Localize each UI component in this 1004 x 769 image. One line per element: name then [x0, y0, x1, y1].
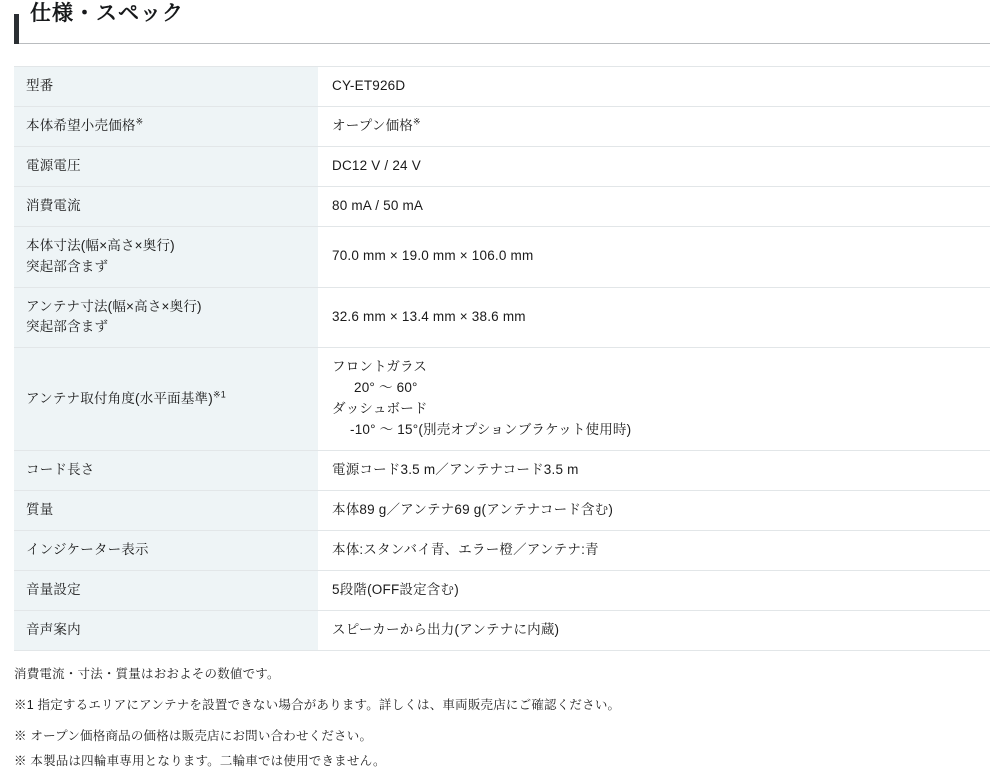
spec-value-cell: [318, 348, 990, 451]
spec-label-cell: [14, 530, 318, 570]
header-accent-bar: [14, 14, 19, 44]
spec-label-cell: [14, 226, 318, 287]
page-title: 仕様・スペック: [30, 2, 184, 25]
spec-label-cell: [14, 610, 318, 650]
page-header: [14, 0, 990, 44]
spec-value-cell: [318, 146, 990, 186]
spec-label-cell: [14, 348, 318, 451]
spec-value: 80 mA / 50 mA: [332, 197, 424, 213]
spec-value-superscript: ※: [413, 116, 421, 127]
table-row: [14, 186, 990, 226]
spec-label: 本体寸法(幅×高さ×奥行): [26, 237, 175, 253]
specification-table-body: [14, 67, 990, 651]
table-row: [14, 530, 990, 570]
table-row: [14, 610, 990, 650]
spec-value: 5段階(OFF設定含む): [332, 581, 459, 597]
spec-label-superscript: ※1: [212, 389, 226, 400]
spec-label: アンテナ寸法(幅×高さ×奥行): [26, 298, 202, 314]
spec-label-cell: [14, 106, 318, 146]
spec-label: インジケーター表示: [26, 541, 149, 557]
spec-label-superscript: ※: [135, 116, 144, 127]
spec-label: 本体希望小売価格: [26, 117, 136, 133]
spec-label: コード長さ: [26, 462, 95, 478]
footnote: 消費電流・寸法・質量はおおよその数値です。: [14, 666, 280, 681]
specification-table: [14, 66, 990, 651]
table-row: [14, 67, 990, 107]
table-row: [14, 570, 990, 610]
spec-label: 音量設定: [26, 581, 81, 597]
spec-value-cell: [318, 610, 990, 650]
spec-label-cell: [14, 570, 318, 610]
spec-value-cell: [318, 226, 990, 287]
spec-label: 消費電流: [26, 197, 81, 213]
spec-value: DC12 V / 24 V: [332, 157, 421, 173]
footnote: ※1 指定するエリアにアンテナを設置できない場合があります。詳しくは、車両販売店にご確認ください。: [14, 697, 621, 712]
spec-label-cell: [14, 146, 318, 186]
spec-value-cell: [318, 106, 990, 146]
spec-label-cell: [14, 186, 318, 226]
spec-label-note: 突起部含まず: [26, 258, 109, 274]
spec-value-line: 20° 〜 60°: [354, 380, 418, 396]
spec-value-cell: [318, 287, 990, 348]
spec-value: 32.6 mm × 13.4 mm × 38.6 mm: [332, 308, 526, 324]
spec-value-line: フロントガラス: [332, 359, 428, 375]
spec-value-line: ダッシュボード: [332, 401, 428, 417]
spec-value-cell: [318, 186, 990, 226]
spec-label-cell: [14, 451, 318, 491]
spec-value: 本体89 g／アンテナ69 g(アンテナコード含む): [332, 501, 614, 517]
spec-value-cell: [318, 451, 990, 491]
spec-label: 型番: [26, 78, 54, 93]
spec-value: 電源コード3.5 m／アンテナコード3.5 m: [332, 462, 579, 478]
spec-label-cell: [14, 287, 318, 348]
spec-label-cell: [14, 67, 318, 107]
spec-label: アンテナ取付角度(水平面基準): [26, 390, 213, 406]
spec-value: 本体:スタンバイ青、エラー橙／アンテナ:青: [332, 541, 599, 557]
spec-value: オープン価格: [332, 117, 413, 133]
table-row: [14, 226, 990, 287]
spec-label: 音声案内: [26, 621, 81, 637]
spec-value: 70.0 mm × 19.0 mm × 106.0 mm: [332, 248, 534, 264]
table-row: [14, 146, 990, 186]
table-row: [14, 287, 990, 348]
footnote: ※ 本製品は四輪車専用となります。二輪車では使用できません。: [14, 753, 386, 768]
spec-label-note: 突起部含まず: [26, 319, 109, 335]
spec-label: 質量: [26, 501, 54, 517]
spec-label: 電源電圧: [26, 157, 81, 173]
table-row: [14, 451, 990, 491]
spec-label-cell: [14, 490, 318, 530]
spec-value-cell: [318, 570, 990, 610]
spec-value-cell: [318, 490, 990, 530]
table-row: [14, 106, 990, 146]
spec-value: スピーカーから出力(アンテナに内蔵): [332, 621, 560, 637]
spec-value-cell: [318, 530, 990, 570]
footnotes: [14, 667, 990, 769]
table-row: [14, 490, 990, 530]
table-row: [14, 348, 990, 451]
footnote: ※ オープン価格商品の価格は販売店にお問い合わせください。: [14, 728, 373, 743]
spec-value-cell: [318, 67, 990, 107]
spec-value: CY-ET926D: [332, 78, 406, 93]
spec-value-line: -10° 〜 15°(別売オプションブラケット使用時): [350, 422, 632, 438]
